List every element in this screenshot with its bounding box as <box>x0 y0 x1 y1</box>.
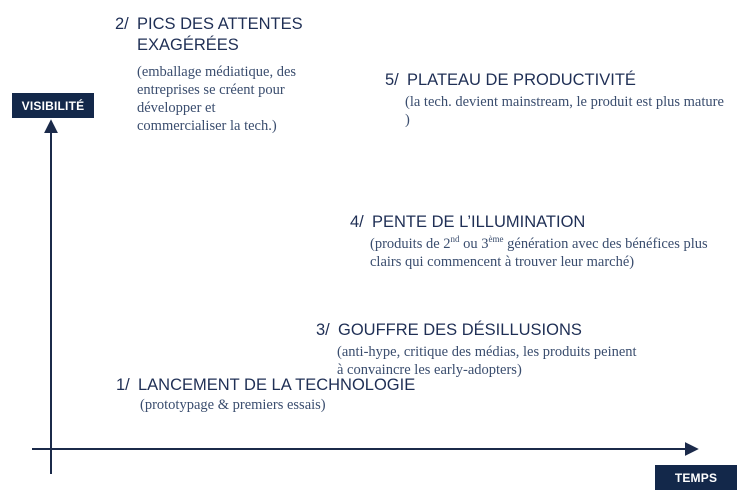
phase-title: LANCEMENT DE LA TECHNOLOGIE <box>138 376 416 394</box>
phase-5-plateau <box>385 70 730 129</box>
phase-1-launch <box>116 375 416 414</box>
phase-number: 5/ <box>385 71 399 89</box>
phase-title: GOUFFRE DES DÉSILLUSIONS <box>338 321 582 339</box>
phase-number: 1/ <box>116 376 130 394</box>
phase-4-slope <box>350 212 735 271</box>
phase-title: PICS DES ATTENTES EXAGÉRÉES <box>137 15 303 54</box>
x-axis-label: TEMPS <box>655 465 737 490</box>
phase-number: 3/ <box>316 321 330 339</box>
phase-description: (produits de 2nd ou 3ème génération avec des bénéfices plus clairs qui commencent à trouver leur marché) <box>370 234 708 270</box>
phase-description: (la tech. devient mainstream, le produit est plus mature ) <box>405 94 724 128</box>
phase-description: (emballage médiatique, des entreprises se créent pour développer et commercialiser la tech.) <box>137 64 297 134</box>
phase-number: 2/ <box>115 15 129 33</box>
phase-description: (anti-hype, critique des médias, les produits peinent à convaincre les early-adopters) <box>337 344 637 378</box>
phase-3-trough <box>316 320 646 379</box>
phase-2-peak <box>115 14 315 135</box>
phase-description: (prototypage & premiers essais) <box>140 397 326 413</box>
y-axis-label: VISIBILITÉ <box>12 93 94 118</box>
phase-title: PENTE DE L’ILLUMINATION <box>372 213 586 231</box>
phase-number: 4/ <box>350 213 364 231</box>
phase-title: PLATEAU DE PRODUCTIVITÉ <box>407 71 636 89</box>
